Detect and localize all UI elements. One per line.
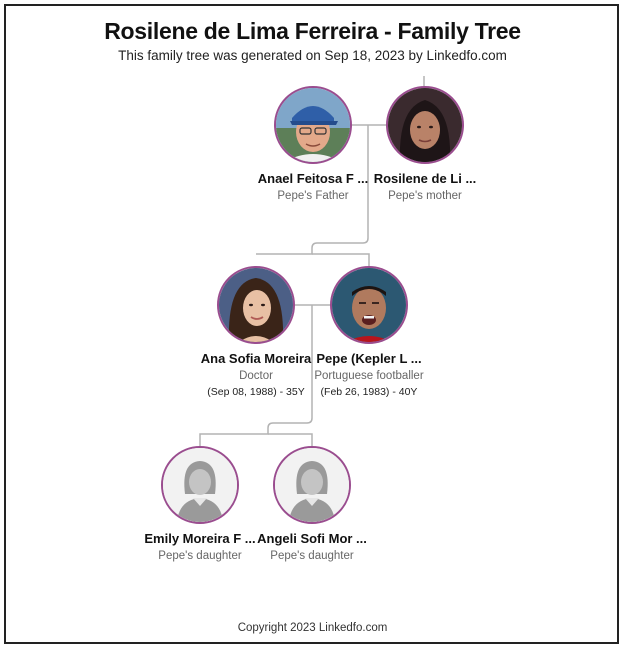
name-spouse: Ana Sofia Moreira xyxy=(200,351,312,366)
avatar-daughter-2[interactable] xyxy=(273,446,351,524)
name-father: Anael Feitosa F ... xyxy=(257,171,369,186)
spouse-photo-icon xyxy=(219,268,293,342)
dates-spouse: (Sep 08, 1988) - 35Y xyxy=(207,386,305,398)
mother-photo-icon xyxy=(388,88,462,162)
person-daughter-2[interactable] xyxy=(242,446,382,562)
role-daughter-1: Pepe's daughter xyxy=(158,550,242,562)
role-spouse: Doctor xyxy=(239,370,273,382)
placeholder-avatar-icon xyxy=(163,448,237,522)
father-photo-icon xyxy=(276,88,350,162)
role-mother: Pepe's mother xyxy=(388,190,462,202)
avatar-father[interactable] xyxy=(274,86,352,164)
dates-pepe: (Feb 26, 1983) - 40Y xyxy=(320,386,418,398)
avatar-pepe[interactable] xyxy=(330,266,408,344)
page-subtitle: This family tree was generated on Sep 18, 2023 by Linkedfo.com xyxy=(118,48,507,63)
avatar-daughter-1[interactable] xyxy=(161,446,239,524)
placeholder-avatar-icon xyxy=(275,448,349,522)
name-pepe: Pepe (Kepler L ... xyxy=(316,351,422,366)
page-title: Rosilene de Lima Ferreira - Family Tree xyxy=(104,18,521,44)
name-mother: Rosilene de Li ... xyxy=(373,171,477,186)
name-daughter-1: Emily Moreira F ... xyxy=(144,531,256,546)
role-daughter-2: Pepe's daughter xyxy=(270,550,354,562)
name-daughter-2: Angeli Sofi Mor ... xyxy=(257,531,367,546)
role-pepe: Portuguese footballer xyxy=(314,370,424,382)
person-mother[interactable] xyxy=(355,86,495,202)
avatar-spouse[interactable] xyxy=(217,266,295,344)
person-pepe[interactable] xyxy=(299,266,439,398)
copyright-footer: Copyright 2023 Linkedfo.com xyxy=(237,622,388,634)
pepe-photo-icon xyxy=(332,268,406,342)
role-father: Pepe's Father xyxy=(277,190,349,202)
avatar-mother[interactable] xyxy=(386,86,464,164)
